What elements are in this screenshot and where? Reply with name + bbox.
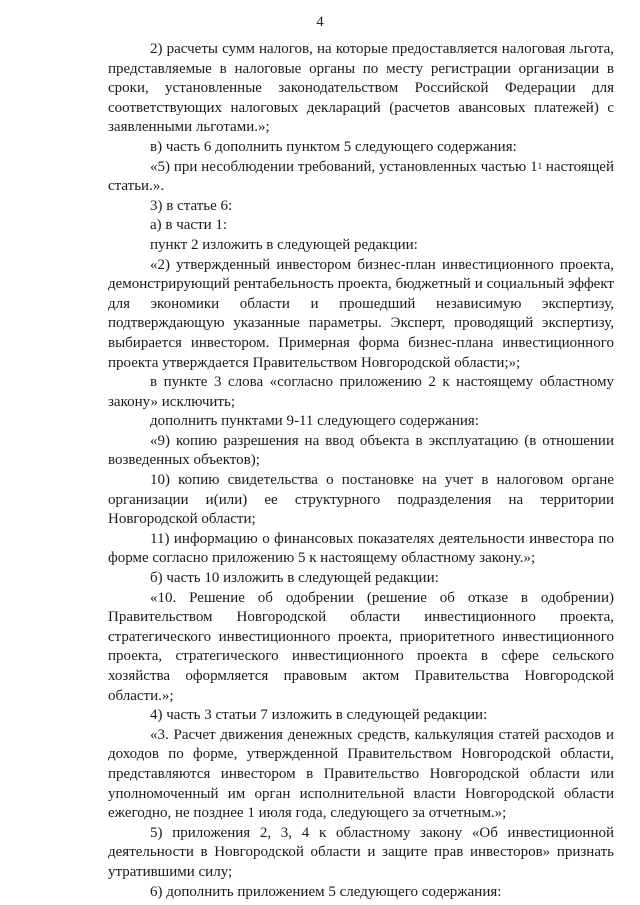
- paragraph: 6) дополнить приложением 5 следующего содержания:: [150, 883, 502, 900]
- paragraph: [108, 158, 614, 197]
- paragraph: 2) расчеты сумм налогов, на которые предоставляется налоговая льгота, представляемые в налоговые органы по месту регистрации организации в сроки, установленные законодательством Российской Федерации для соответствующих налоговых деклараций (расчетов авансовых платежей) с заявленными льготами.»;: [108, 41, 614, 136]
- document-body: [108, 40, 614, 902]
- paragraph-text: настоящей статьи.».: [108, 158, 614, 195]
- superscript: 1: [537, 160, 543, 171]
- paragraph: 10) копию свидетельства о постановке на учет в налоговом органе организации и(или) ее структурного подразделения на территории Новгородской области;: [108, 472, 614, 528]
- paragraph: а) в части 1:: [150, 217, 228, 234]
- paragraph: «10. Решение об одобрении (решение об отказе в одобрении) Правительством Новгородской области инвестиционного проекта, стратегического инвестиционного проекта, приоритетного инвестиционного проекта, стратегического инвестиционного проекта в сфере сельского хозяйства оформляется правовым актом Правительства Новгородской области.»;: [108, 589, 614, 704]
- paragraph: 4) часть 3 статьи 7 изложить в следующей редакции:: [150, 707, 488, 724]
- paragraph: пункт 2 изложить в следующей редакции:: [150, 236, 418, 253]
- paragraph: «9) копию разрешения на ввод объекта в эксплуатацию (в отношении возведенных объектов);: [108, 432, 614, 469]
- paragraph: 11) информацию о финансовых показателях деятельности инвестора по форме согласно приложению 5 к настоящему областному закону.»;: [108, 530, 614, 567]
- paragraph: 3) в статье 6:: [150, 197, 233, 214]
- page-number: 4: [316, 14, 324, 30]
- paragraph: в пункте 3 слова «согласно приложению 2 к настоящему областному закону» исключить;: [108, 374, 614, 410]
- paragraph: б) часть 10 изложить в следующей редакции:: [150, 570, 439, 587]
- paragraph: «2) утвержденный инвестором бизнес-план инвестиционного проекта, демонстрирующий рентабельность проекта, бюджетный и социальный эффект для экономики области и прошедший независимую экспертизу, подтверждающую указанные параметры. Эксперт, проводящий экспертизу, выбирается инвестором. Примерная форма бизнес-плана инвестиционного проекта утверждается Правительством Новгородской области;»;: [108, 256, 614, 371]
- paragraph: дополнить пунктами 9-11 следующего содержания:: [150, 413, 479, 430]
- paragraph: «3. Расчет движения денежных средств, калькуляция статей расходов и доходов по форме, утвержденной Правительством Новгородской области, представляются инвестором в Правительство Новгородской области или уполномоченный им орган исполнительной власти Новгородской области ежегодно, не позднее 1 июля года, следующего за отчетным.»;: [108, 726, 614, 822]
- paragraph-text: «5) при несоблюдении требований, установленных частью 1: [150, 158, 538, 175]
- paragraph: 5) приложения 2, 3, 4 к областному закону «Об инвестиционной деятельности в Новгородской области и защите прав инвесторов» признать утратившими силу;: [108, 824, 614, 880]
- paragraph: в) часть 6 дополнить пунктом 5 следующего содержания:: [150, 138, 517, 155]
